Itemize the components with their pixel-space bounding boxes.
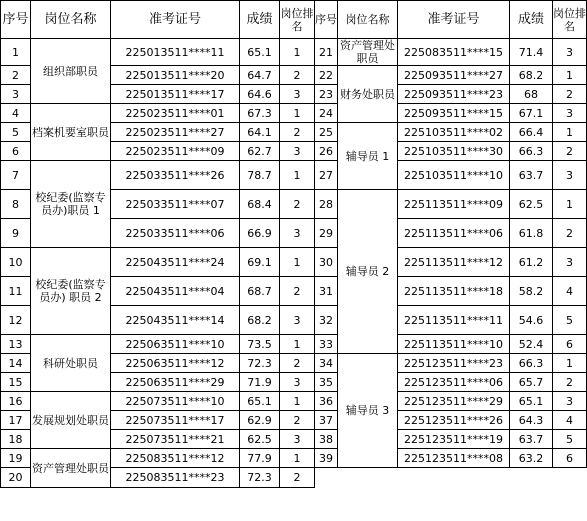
rank-cell: 1 bbox=[280, 161, 315, 190]
score-cell: 64.6 bbox=[240, 85, 280, 104]
score-cell: 78.7 bbox=[240, 161, 280, 190]
seq-cell: 15 bbox=[1, 373, 31, 392]
rank-cell: 1 bbox=[553, 354, 587, 373]
seq-cell: 14 bbox=[1, 354, 31, 373]
score-cell: 64.3 bbox=[510, 411, 553, 430]
rank-cell: 2 bbox=[553, 373, 587, 392]
score-cell: 68 bbox=[510, 85, 553, 104]
score-cell: 72.3 bbox=[240, 468, 280, 488]
score-cell: 72.3 bbox=[240, 354, 280, 373]
score-cell: 66.3 bbox=[510, 142, 553, 161]
score-cell: 66.9 bbox=[240, 219, 280, 248]
seq-cell: 33 bbox=[315, 335, 338, 354]
table-row bbox=[1, 335, 587, 354]
table-row bbox=[1, 392, 587, 411]
empty-cell bbox=[510, 468, 553, 488]
exam-number-cell: 225043511****04 bbox=[111, 277, 240, 306]
seq-cell: 26 bbox=[315, 142, 338, 161]
score-cell: 61.2 bbox=[510, 248, 553, 277]
seq-cell: 25 bbox=[315, 123, 338, 142]
score-cell: 64.1 bbox=[240, 123, 280, 142]
score-cell: 62.5 bbox=[240, 430, 280, 449]
score-cell: 65.1 bbox=[240, 39, 280, 66]
score-cell: 58.2 bbox=[510, 277, 553, 306]
score-cell: 68.7 bbox=[240, 277, 280, 306]
exam-number-cell: 225123511****29 bbox=[398, 392, 510, 411]
exam-number-cell: 225113511****11 bbox=[398, 306, 510, 335]
score-cell: 65.7 bbox=[510, 373, 553, 392]
header-position: 岗位名称 bbox=[338, 1, 398, 39]
exam-number-cell: 225023511****01 bbox=[111, 104, 240, 123]
exam-number-cell: 225063511****10 bbox=[111, 335, 240, 354]
score-cell: 68.2 bbox=[240, 306, 280, 335]
exam-number-cell: 225043511****24 bbox=[111, 248, 240, 277]
rank-cell: 3 bbox=[553, 104, 587, 123]
header-exam-no: 准考证号 bbox=[398, 1, 510, 39]
score-cell: 71.9 bbox=[240, 373, 280, 392]
rank-cell: 2 bbox=[280, 190, 315, 219]
rank-cell: 4 bbox=[553, 277, 587, 306]
seq-cell: 29 bbox=[315, 219, 338, 248]
exam-number-cell: 225123511****08 bbox=[398, 449, 510, 468]
exam-number-cell: 225083511****23 bbox=[111, 468, 240, 488]
seq-cell: 10 bbox=[1, 248, 31, 277]
seq-cell: 23 bbox=[315, 85, 338, 104]
position-name-cell: 财务处职员 bbox=[338, 66, 398, 123]
rank-cell: 6 bbox=[553, 449, 587, 468]
seq-cell: 39 bbox=[315, 449, 338, 468]
table-row bbox=[1, 248, 587, 277]
position-name-cell: 资产管理处职员 bbox=[31, 449, 111, 488]
score-cell: 54.6 bbox=[510, 306, 553, 335]
exam-number-cell: 225123511****26 bbox=[398, 411, 510, 430]
score-cell: 66.3 bbox=[510, 354, 553, 373]
score-cell: 77.9 bbox=[240, 449, 280, 468]
header-seq: 序号 bbox=[1, 1, 31, 39]
seq-cell: 30 bbox=[315, 248, 338, 277]
score-cell: 67.3 bbox=[240, 104, 280, 123]
rank-cell: 6 bbox=[553, 335, 587, 354]
position-name-cell: 辅导员 1 bbox=[338, 123, 398, 190]
position-name-cell: 校纪委(监察专员办)职员 1 bbox=[31, 161, 111, 248]
table-row bbox=[1, 39, 587, 66]
exam-number-cell: 225073511****10 bbox=[111, 392, 240, 411]
seq-cell: 18 bbox=[1, 430, 31, 449]
rank-cell: 3 bbox=[553, 161, 587, 190]
rank-cell: 1 bbox=[553, 190, 587, 219]
exam-number-cell: 225093511****27 bbox=[398, 66, 510, 85]
seq-cell: 32 bbox=[315, 306, 338, 335]
header-rank: 岗位排名 bbox=[280, 1, 315, 39]
position-name-cell: 校纪委(监察专员办) 职员 2 bbox=[31, 248, 111, 335]
header-score: 成绩 bbox=[240, 1, 280, 39]
position-name-cell: 资产管理处职员 bbox=[338, 39, 398, 66]
header-score: 成绩 bbox=[510, 1, 553, 39]
position-name-cell: 辅导员 3 bbox=[338, 354, 398, 468]
empty-cell bbox=[398, 468, 510, 488]
position-name-cell: 档案机要室职员 bbox=[31, 104, 111, 161]
seq-cell: 7 bbox=[1, 161, 31, 190]
empty-cell bbox=[553, 468, 587, 488]
score-cell: 64.7 bbox=[240, 66, 280, 85]
table-row bbox=[1, 449, 587, 468]
seq-cell: 22 bbox=[315, 66, 338, 85]
rank-cell: 2 bbox=[553, 142, 587, 161]
header-seq: 序号 bbox=[315, 1, 338, 39]
score-cell: 65.1 bbox=[510, 392, 553, 411]
exam-number-cell: 225033511****07 bbox=[111, 190, 240, 219]
score-cell: 62.9 bbox=[240, 411, 280, 430]
rank-cell: 3 bbox=[280, 430, 315, 449]
seq-cell: 21 bbox=[315, 39, 338, 66]
exam-number-cell: 225083511****12 bbox=[111, 449, 240, 468]
rank-cell: 1 bbox=[280, 39, 315, 66]
table-row bbox=[1, 104, 587, 123]
exam-number-cell: 225123511****23 bbox=[398, 354, 510, 373]
exam-number-cell: 225103511****10 bbox=[398, 161, 510, 190]
exam-number-cell: 225113511****09 bbox=[398, 190, 510, 219]
table-row bbox=[1, 161, 587, 190]
empty-cell bbox=[338, 468, 398, 488]
exam-number-cell: 225113511****12 bbox=[398, 248, 510, 277]
header-position: 岗位名称 bbox=[31, 1, 111, 39]
seq-cell: 37 bbox=[315, 411, 338, 430]
exam-number-cell: 225023511****09 bbox=[111, 142, 240, 161]
exam-number-cell: 225073511****17 bbox=[111, 411, 240, 430]
header-row bbox=[1, 1, 587, 39]
seq-cell: 4 bbox=[1, 104, 31, 123]
rank-cell: 2 bbox=[280, 277, 315, 306]
score-cell: 67.1 bbox=[510, 104, 553, 123]
position-name-cell: 辅导员 2 bbox=[338, 190, 398, 354]
rank-cell: 2 bbox=[280, 66, 315, 85]
score-cell: 63.7 bbox=[510, 430, 553, 449]
header-rank: 岗位排名 bbox=[553, 1, 587, 39]
score-cell: 52.4 bbox=[510, 335, 553, 354]
exam-number-cell: 225043511****14 bbox=[111, 306, 240, 335]
exam-number-cell: 225063511****12 bbox=[111, 354, 240, 373]
rank-cell: 5 bbox=[553, 430, 587, 449]
rank-cell: 5 bbox=[553, 306, 587, 335]
rank-cell: 2 bbox=[280, 411, 315, 430]
score-cell: 61.8 bbox=[510, 219, 553, 248]
rank-cell: 3 bbox=[553, 248, 587, 277]
seq-cell: 24 bbox=[315, 104, 338, 123]
seq-cell: 36 bbox=[315, 392, 338, 411]
score-cell: 63.7 bbox=[510, 161, 553, 190]
score-cell: 66.4 bbox=[510, 123, 553, 142]
exam-number-cell: 225093511****15 bbox=[398, 104, 510, 123]
rank-cell: 3 bbox=[280, 142, 315, 161]
seq-cell: 38 bbox=[315, 430, 338, 449]
position-name-cell: 组织部职员 bbox=[31, 39, 111, 104]
rank-cell: 2 bbox=[553, 85, 587, 104]
exam-number-cell: 225013511****20 bbox=[111, 66, 240, 85]
seq-cell: 20 bbox=[1, 468, 31, 488]
exam-number-cell: 225103511****02 bbox=[398, 123, 510, 142]
score-cell: 65.1 bbox=[240, 392, 280, 411]
seq-cell: 13 bbox=[1, 335, 31, 354]
rank-cell: 3 bbox=[280, 306, 315, 335]
header-exam-no: 准考证号 bbox=[111, 1, 240, 39]
exam-number-cell: 225063511****29 bbox=[111, 373, 240, 392]
score-cell: 63.2 bbox=[510, 449, 553, 468]
seq-cell: 2 bbox=[1, 66, 31, 85]
rank-cell: 1 bbox=[280, 335, 315, 354]
rank-cell: 3 bbox=[553, 39, 587, 66]
empty-cell bbox=[315, 468, 338, 488]
rank-cell: 3 bbox=[280, 85, 315, 104]
score-cell: 68.4 bbox=[240, 190, 280, 219]
seq-cell: 17 bbox=[1, 411, 31, 430]
exam-number-cell: 225103511****30 bbox=[398, 142, 510, 161]
seq-cell: 5 bbox=[1, 123, 31, 142]
rank-cell: 1 bbox=[280, 104, 315, 123]
exam-number-cell: 225013511****11 bbox=[111, 39, 240, 66]
seq-cell: 16 bbox=[1, 392, 31, 411]
exam-number-cell: 225013511****17 bbox=[111, 85, 240, 104]
score-cell: 62.7 bbox=[240, 142, 280, 161]
exam-number-cell: 225083511****15 bbox=[398, 39, 510, 66]
exam-number-cell: 225023511****27 bbox=[111, 123, 240, 142]
rank-cell: 3 bbox=[280, 219, 315, 248]
seq-cell: 6 bbox=[1, 142, 31, 161]
position-name-cell: 发展规划处职员 bbox=[31, 392, 111, 449]
seq-cell: 35 bbox=[315, 373, 338, 392]
seq-cell: 1 bbox=[1, 39, 31, 66]
rank-cell: 2 bbox=[280, 354, 315, 373]
rank-cell: 1 bbox=[553, 123, 587, 142]
score-cell: 71.4 bbox=[510, 39, 553, 66]
score-cell: 73.5 bbox=[240, 335, 280, 354]
rank-cell: 2 bbox=[553, 219, 587, 248]
exam-number-cell: 225123511****06 bbox=[398, 373, 510, 392]
seq-cell: 3 bbox=[1, 85, 31, 104]
exam-number-cell: 225123511****19 bbox=[398, 430, 510, 449]
exam-number-cell: 225113511****06 bbox=[398, 219, 510, 248]
seq-cell: 12 bbox=[1, 306, 31, 335]
exam-number-cell: 225073511****21 bbox=[111, 430, 240, 449]
seq-cell: 8 bbox=[1, 190, 31, 219]
score-cell: 69.1 bbox=[240, 248, 280, 277]
rank-cell: 1 bbox=[280, 392, 315, 411]
seq-cell: 27 bbox=[315, 161, 338, 190]
seq-cell: 11 bbox=[1, 277, 31, 306]
seq-cell: 19 bbox=[1, 449, 31, 468]
rank-cell: 2 bbox=[280, 123, 315, 142]
seq-cell: 28 bbox=[315, 190, 338, 219]
exam-number-cell: 225113511****10 bbox=[398, 335, 510, 354]
rank-cell: 3 bbox=[280, 373, 315, 392]
rank-cell: 1 bbox=[280, 248, 315, 277]
rank-cell: 1 bbox=[280, 449, 315, 468]
exam-number-cell: 225033511****26 bbox=[111, 161, 240, 190]
rank-cell: 1 bbox=[553, 66, 587, 85]
rank-cell: 2 bbox=[280, 468, 315, 488]
position-name-cell: 科研处职员 bbox=[31, 335, 111, 392]
exam-number-cell: 225093511****23 bbox=[398, 85, 510, 104]
exam-number-cell: 225113511****18 bbox=[398, 277, 510, 306]
score-cell: 62.5 bbox=[510, 190, 553, 219]
exam-number-cell: 225033511****06 bbox=[111, 219, 240, 248]
rank-cell: 4 bbox=[553, 411, 587, 430]
rank-cell: 3 bbox=[553, 392, 587, 411]
score-cell: 68.2 bbox=[510, 66, 553, 85]
seq-cell: 34 bbox=[315, 354, 338, 373]
seq-cell: 9 bbox=[1, 219, 31, 248]
seq-cell: 31 bbox=[315, 277, 338, 306]
